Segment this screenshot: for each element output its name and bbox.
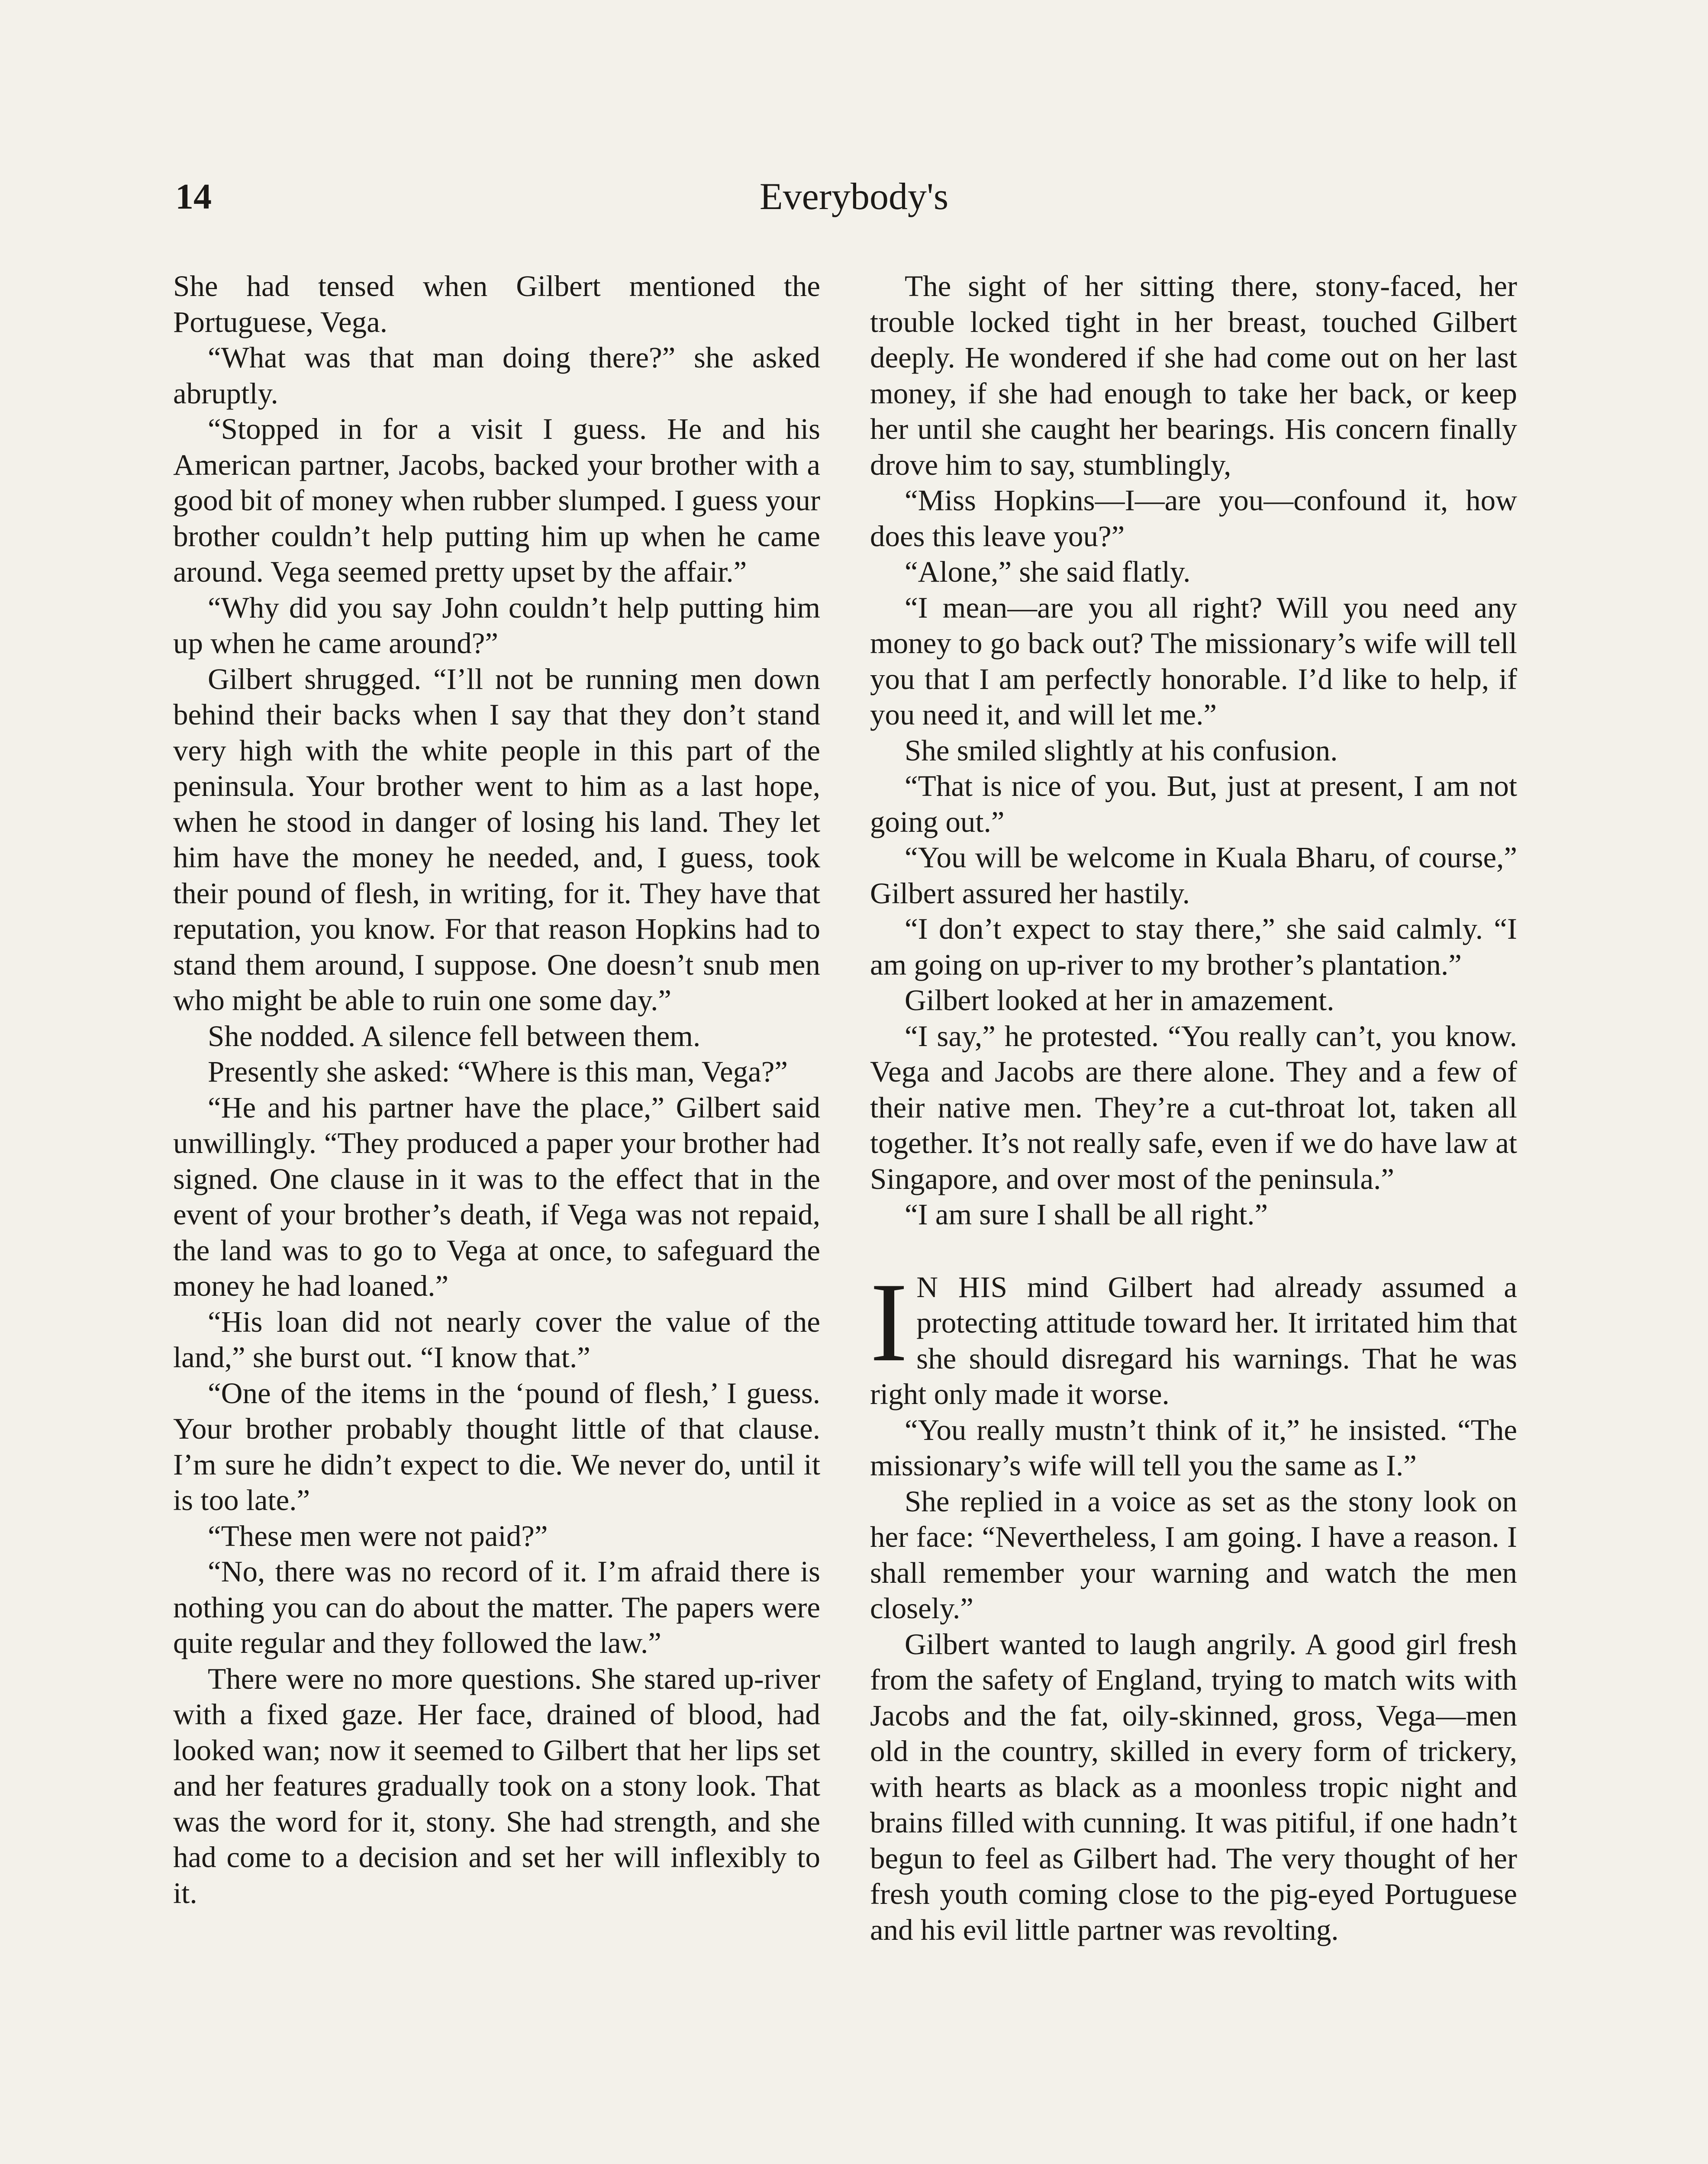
paragraph: “That is nice of you. But, just at present, I am not going out.”: [870, 770, 1517, 838]
paragraph: She nodded. A silence fell between them.: [208, 1019, 701, 1053]
paragraph: The sight of her sitting there, stony-faced, her trouble locked tight in her breast, touched Gilbert deeply. He wondered if she had come out on her last money, if she had enough to take her back, or keep her until she caught her bearings. His concern finally drove him to say, stumblingly,: [870, 270, 1517, 481]
paragraph: “Why did you say John couldn’t help putting him up when he came around?”: [173, 591, 820, 660]
paragraph: There were no more questions. She stared up-river with a fixed gaze. Her face, drained of blood, had looked wan; now it seemed to Gilbert that her lips set and her features gradually took on a stony look. That was the word for it, stony. She had strength, and she had come to a decision and set her will inflexibly to it.: [173, 1662, 820, 1910]
paragraph: “No, there was no record of it. I’m afraid there is nothing you can do about the matter. The papers were quite regular and they followed the law.”: [173, 1555, 820, 1659]
paragraph: “You will be welcome in Kuala Bharu, of course,” Gilbert assured her hastily.: [870, 841, 1517, 910]
paragraph: “I don’t expect to stay there,” she said calmly. “I am going on up-river to my brother’s plantation.”: [870, 912, 1517, 981]
paragraph: “Stopped in for a visit I guess. He and his American partner, Jacobs, backed your brother with a good bit of money when rubber slumped. I guess your brother couldn’t help putting him up when he came around. Vega seemed pretty upset by the affair.”: [173, 412, 820, 588]
magazine-title: Everybody's: [759, 176, 949, 218]
paragraph: “One of the items in the ‘pound of flesh,’ I guess. Your brother probably thought little of that clause. I’m sure he didn’t expect to die. We never do, until it is too late.”: [173, 1376, 820, 1517]
paragraph: “His loan did not nearly cover the value of the land,” she burst out. “I know that.”: [173, 1305, 820, 1374]
paragraph: “He and his partner have the place,” Gilbert said unwillingly. “They produced a paper your brother had signed. One clause in it was to the effect that in the event of your brother’s death, if Vega was not repaid, the land was to go to Vega at once, to safeguard the money he had loaned.”: [173, 1091, 820, 1302]
paragraph: She replied in a voice as set as the stony look on her face: “Nevertheless, I am going. I have a reason. I shall remember your warning and watch the men closely.”: [870, 1485, 1517, 1625]
paragraph: “Alone,” she said flatly.: [905, 555, 1191, 588]
paragraph: Gilbert shrugged. “I’ll not be running men down behind their backs when I say that they don’t stand very high with the white people in this part of the peninsula. Your brother went to him as a last hope, when he stood in danger of losing his land. They let him have the money he needed, and, I guess, took their pound of flesh, in writing, for it. They have that reputation, you know. For that reason Hopkins had to stand them around, I suppose. One doesn’t snub men who might be able to ruin one some day.”: [173, 662, 820, 1017]
right-column: [870, 268, 1517, 1948]
lead-caps: N HIS: [916, 1270, 1008, 1304]
section-break: [870, 1233, 1517, 1269]
paragraph: “These men were not paid?”: [208, 1519, 548, 1552]
left-column: [173, 268, 820, 1911]
paragraph: “I mean—are you all right? Will you need any money to go back out? The missionary’s wife will tell you that I am perfectly honorable. I’d like to help, if you need it, and will let me.”: [870, 591, 1517, 731]
paragraph: “What was that man doing there?” she asked abruptly.: [173, 341, 820, 410]
page-number: 14: [175, 177, 212, 217]
paragraph: She had tensed when Gilbert mentioned the Portuguese, Vega.: [173, 270, 820, 338]
paragraph: Gilbert wanted to laugh angrily. A good girl fresh from the safety of England, trying to match wits with Jacobs and the fat, oily-skinned, gross, Vega—men old in the country, skilled in every form of trickery, with hearts as black as a moonless tropic night and brains filled with cunning. It was pitiful, if one hadn’t begun to feel as Gilbert had. The very thought of her fresh youth coming close to the pig-eyed Portuguese and his evil little partner was revolting.: [870, 1627, 1517, 1946]
paragraph: “I say,” he protested. “You really can’t, you know. Vega and Jacobs are there alone. They and a few of their native men. They’re a cut-throat lot, taken all together. It’s not really safe, even if we do have law at Singapore, and over most of the peninsula.”: [870, 1019, 1517, 1195]
lead-text: mind Gilbert had already assumed a protecting attitude toward her. It irritated him that she should disregard his warnings. That he was right only made it worse.: [870, 1270, 1518, 1410]
paragraph: “I am sure I shall be all right.”: [905, 1198, 1268, 1231]
drop-cap: I: [870, 1259, 908, 1385]
paragraph: Presently she asked: “Where is this man, Vega?”: [208, 1055, 788, 1088]
paragraph: “You really mustn’t think of it,” he insisted. “The missionary’s wife will tell you the same as I.”: [870, 1413, 1517, 1482]
page-header: [0, 173, 1708, 221]
paragraph: She smiled slightly at his confusion.: [905, 734, 1338, 767]
paragraph: Gilbert looked at her in amazement.: [905, 984, 1334, 1017]
dropcap-paragraph: [870, 1259, 1518, 1412]
paragraph: “Miss Hopkins—I—are you—confound it, how does this leave you?”: [870, 484, 1517, 553]
